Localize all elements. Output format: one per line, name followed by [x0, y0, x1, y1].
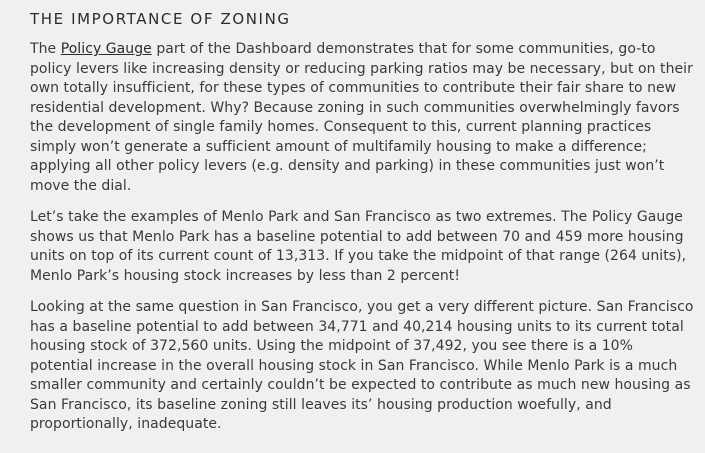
- section-heading: THE IMPORTANCE OF ZONING: [30, 10, 291, 28]
- policy-gauge-link[interactable]: Policy Gauge: [60, 41, 152, 57]
- paragraph-policy-gauge: [30, 40, 695, 196]
- paragraph-san-francisco: Looking at the same question in San Francisco, you get a very different picture. San Francisco has a baseline potential to add between 34,771 and 40,214 housing units to its current total housing stock of 372,560 units. Using the midpoint of 37,492, you see there is a 10% potential increase in the overall housing stock in San Francisco. While Menlo Park is a much smaller community and certainly couldn’t be expected to contribute as much new housing as San Francisco, its baseline zoning still leaves its’ housing production woefully, and proportionally, inadequate.: [30, 299, 694, 432]
- paragraph-menlo-park: Let’s take the examples of Menlo Park and San Francisco as two extremes. The Policy Gauge shows us that Menlo Park has a baseline potential to add between 70 and 459 more housing units on top of its current count of 13,313. If you take the midpoint of that range (264 units), Menlo Park’s housing stock increases by less than 2 percent!: [30, 209, 687, 284]
- paragraph-lead-text: The: [30, 41, 61, 57]
- paragraph-body-text: part of the Dashboard demonstrates that for some communities, go-to policy levers like increasing density or reducing parking ratios may be necessary, but on their own totally insufficient, for these types of communities to contribute their fair share to new residential development. Why? Because zoning in such communities overwhelmingly favors the development of single family homes. Consequent to this, current planning practices simply won’t generate a sufficient amount of multifamily housing to make a difference; applying all other policy levers (e.g. density and parking) in these communities just won’t move the dial.: [30, 41, 693, 194]
